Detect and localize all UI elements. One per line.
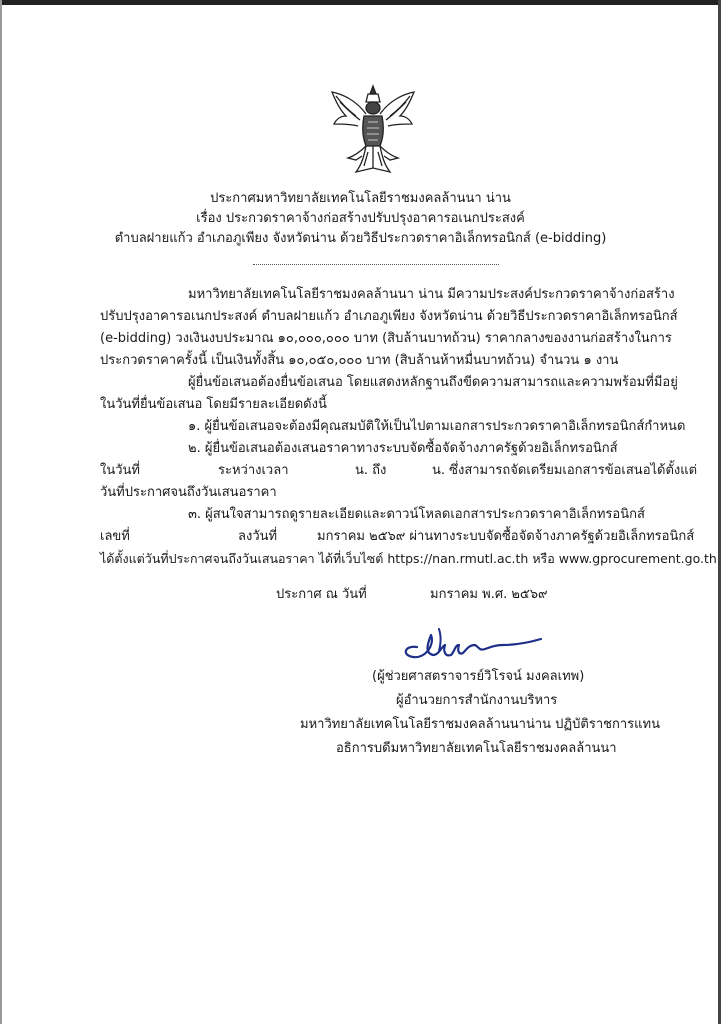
signatory-position-1: ผู้อำนวยการสำนักงานบริหาร — [396, 693, 558, 708]
dotted-divider — [253, 264, 499, 265]
header-line-3: ตำบลฝายแก้ว อำเภอภูเพียง จังหวัดน่าน ด้วยวิธีประกวดราคาอิเล็กทรอนิกส์ (e-bidding) — [114, 231, 607, 246]
item-2-line-2-end: น. ซึ่งสามารถจัดเตรียมเอกสารข้อเสนอได้ตั้งแต่ — [432, 463, 698, 478]
item-3-line-3: ได้ตั้งแต่วันที่ประกาศจนถึงวันเสนอราคา ได้ที่เว็บไซต์ https://nan.rmutl.ac.th หรือ www.gprocurement.go.th — [100, 551, 717, 566]
paragraph-1-line-3: (e-bidding) วงเงินงบประมาณ ๑๐,๐๐๐,๐๐๐ บาท (สิบล้านบาทถ้วน) ราคากลางของงานก่อสร้างในการ — [100, 331, 672, 346]
header-subject: เรื่อง ประกวดราคาจ้างก่อสร้างปรับปรุงอาคารอเนกประสงค์ — [196, 211, 525, 226]
paragraph-2-line-1: ผู้ยื่นข้อเสนอต้องยื่นข้อเสนอ โดยแสดงหลักฐานถึงขีดความสามารถและความพร้อมที่มีอยู่ — [188, 375, 678, 390]
item-2-line-3: วันที่ประกาศจนถึงวันเสนอราคา — [100, 485, 277, 500]
scan-top-edge — [0, 0, 721, 5]
paragraph-1-line-4: ประกวดราคาครั้งนี้ เป็นเงินทั้งสิ้น ๑๐,๐๕๐,๐๐๐ บาท (สิบล้านห้าหมื่นบาทถ้วน) จำนวน ๑ งาน — [100, 353, 619, 368]
item-2-line-1: ๒. ผู้ยื่นข้อเสนอต้องเสนอราคาทางระบบจัดซื้อจัดจ้างภาครัฐด้วยอิเล็กทรอนิกส์ — [188, 441, 618, 456]
item-2-date-label: ในวันที่ — [100, 463, 140, 478]
paragraph-1-line-2: ปรับปรุงอาคารอเนกประสงค์ ตำบลฝายแก้ว อำเภอภูเพียง จังหวัดน่าน ด้วยวิธีประกวดราคาอิเล็กทรอนิกส์ — [100, 309, 678, 324]
signatory-position-2: มหาวิทยาลัยเทคโนโลยีราชมงคลล้านนาน่าน ปฏิบัติราชการแทน — [300, 717, 660, 732]
item-3-number-label: เลขที่ — [100, 529, 130, 544]
scan-left-edge — [0, 0, 2, 1024]
announce-month-year: มกราคม พ.ศ. ๒๕๖๙ — [430, 587, 548, 602]
header-line-1: ประกาศมหาวิทยาลัยเทคโนโลยีราชมงคลล้านนา น่าน — [210, 191, 511, 206]
item-3-line-1: ๓. ผู้สนใจสามารถดูรายละเอียดและดาวน์โหลดเอกสารประกวดราคาอิเล็กทรอนิกส์ — [188, 507, 645, 522]
paragraph-1-line-1: มหาวิทยาลัยเทคโนโลยีราชมงคลล้านนา น่าน มีความประสงค์ประกวดราคาจ้างก่อสร้าง — [188, 287, 675, 302]
signatory-name: (ผู้ช่วยศาสตราจารย์วิโรจน์ มงคลเทพ) — [372, 669, 585, 684]
paragraph-2-line-2: ในวันที่ยื่นข้อเสนอ โดยมีรายละเอียดดังนี้ — [100, 397, 327, 412]
item-3-date-label: ลงวันที่ — [238, 529, 278, 544]
item-2-time-label: ระหว่างเวลา — [218, 463, 289, 478]
item-3-line-2-end: มกราคม ๒๕๖๙ ผ่านทางระบบจัดซื้อจัดจ้างภาครัฐด้วยอิเล็กทรอนิกส์ — [317, 529, 695, 544]
garuda-emblem-icon — [328, 80, 418, 176]
handwritten-signature — [395, 615, 555, 665]
item-1: ๑. ผู้ยื่นข้อเสนอจะต้องมีคุณสมบัติให้เป็นไปตามเอกสารประกวดราคาอิเล็กทรอนิกส์กำหนด — [188, 419, 686, 434]
item-2-time-to: น. ถึง — [355, 463, 387, 478]
signatory-position-3: อธิการบดีมหาวิทยาลัยเทคโนโลยีราชมงคลล้านนา — [336, 741, 617, 756]
announce-date-label: ประกาศ ณ วันที่ — [276, 587, 367, 602]
